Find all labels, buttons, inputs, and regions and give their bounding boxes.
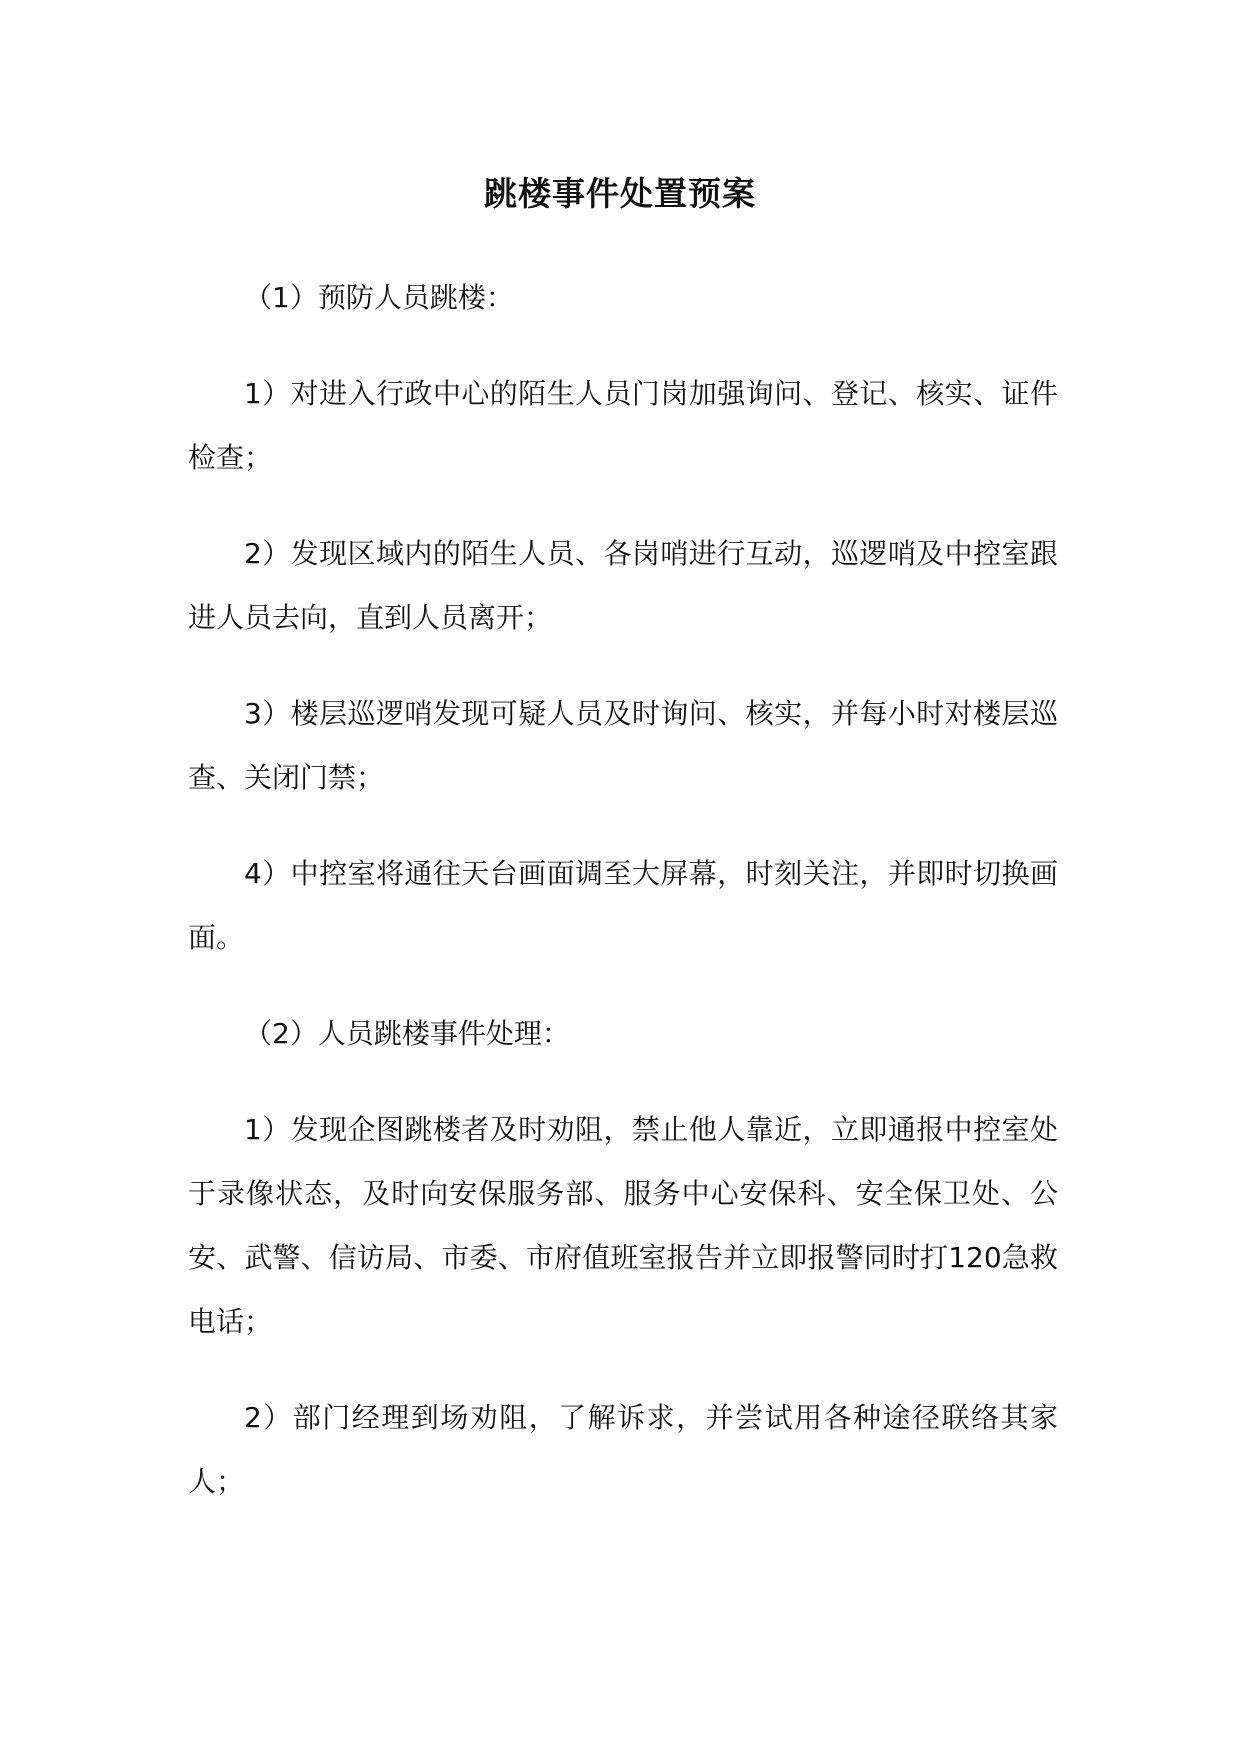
document-title: 跳楼事件处置预案 <box>484 174 756 213</box>
section-1-heading: （1）预防人员跳楼： <box>244 281 514 314</box>
section-1-item-4: 4）中控室将通往天台画面调至大屏幕，时刻关注，并即时切换画面。 <box>188 857 1058 954</box>
section-2-item-1: 1）发现企图跳楼者及时劝阻，禁止他人靠近，立即通报中控室处于录像状态，及时向安保服务部、服务中心安保科、安全保卫处、公安、武警、信访局、市委、市府值班室报告并立即报警同时打120急救电话； <box>188 1113 1058 1338</box>
section-2-item-2: 2）部门经理到场劝阻，了解诉求，并尝试用各种途径联络其家人； <box>188 1401 1058 1498</box>
section-1-item-1: 1）对进入行政中心的陌生人员门岗加强询问、登记、核实、证件检查； <box>188 377 1058 474</box>
section-2-heading: （2）人员跳楼事件处理： <box>244 1017 570 1050</box>
document-body <box>188 266 1058 1546</box>
section-1-item-2: 2）发现区域内的陌生人员、各岗哨进行互动，巡逻哨及中控室跟进人员去向，直到人员离开； <box>188 537 1058 634</box>
section-1-item-3: 3）楼层巡逻哨发现可疑人员及时询问、核实，并每小时对楼层巡查、关闭门禁； <box>188 697 1058 794</box>
